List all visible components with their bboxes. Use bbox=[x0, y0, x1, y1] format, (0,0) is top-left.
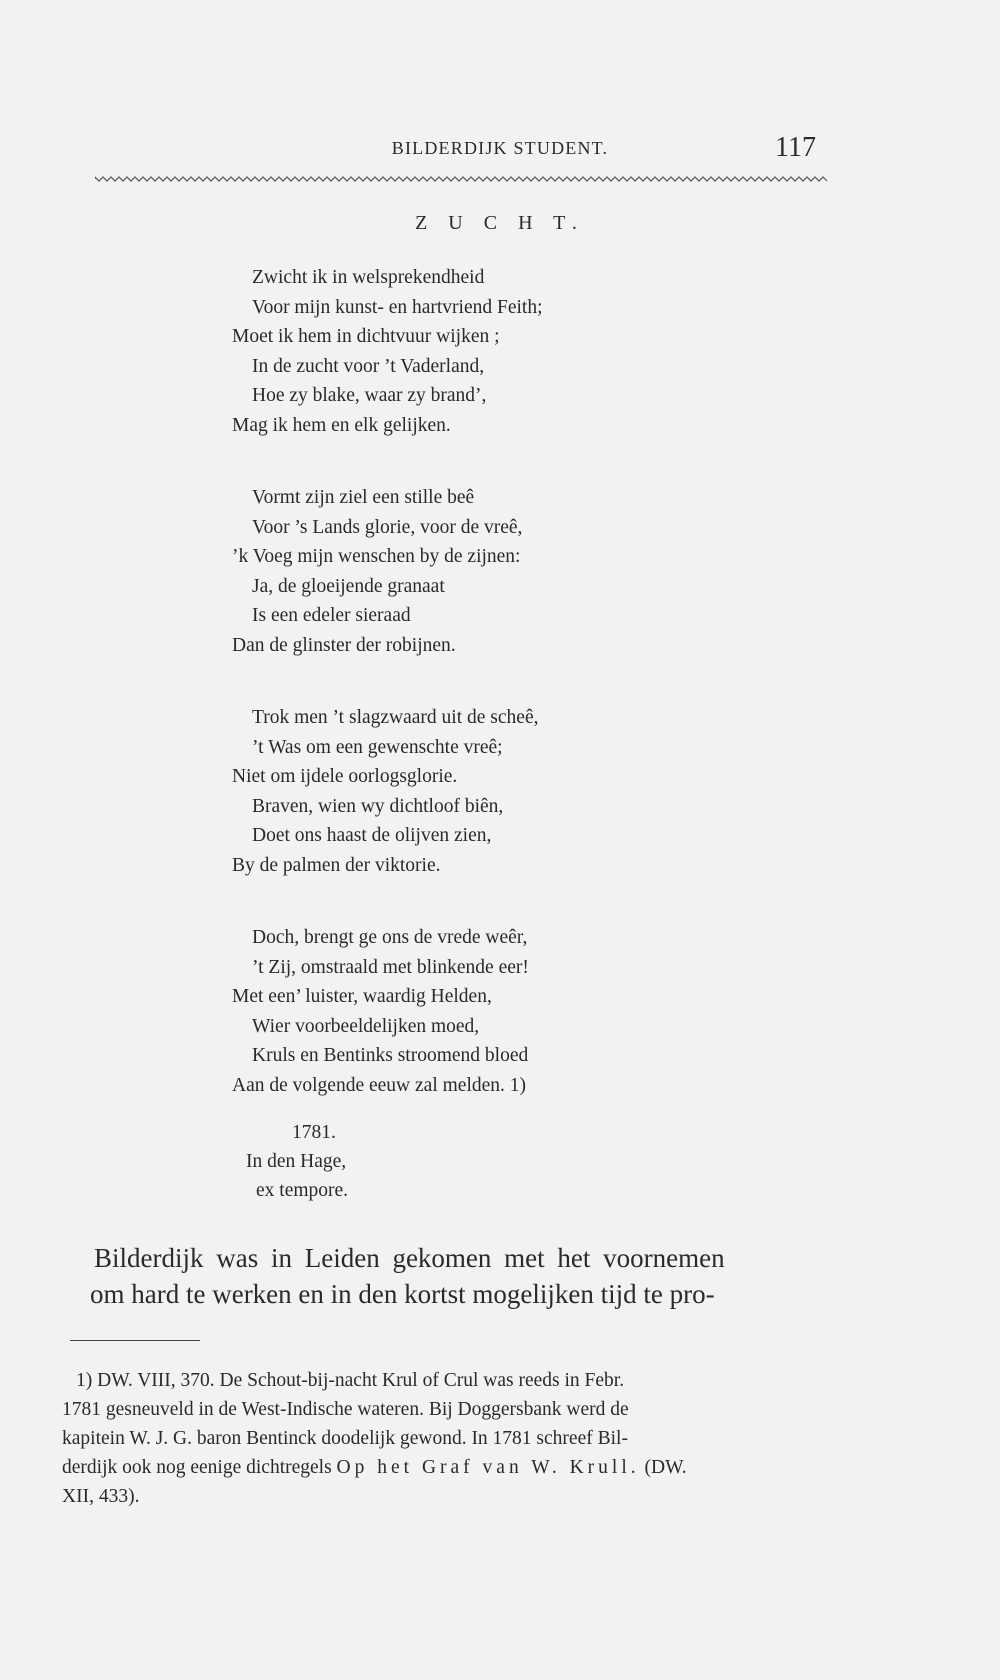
wavy-rule-ornament bbox=[95, 172, 830, 186]
poem-line: Kruls en Bentinks stroomend bloed bbox=[252, 1045, 529, 1066]
poem-line: Voor mijn kunst- en hartvriend Feith; bbox=[252, 296, 543, 318]
poem-line: Moet ik hem in dichtvuur wijken ; bbox=[232, 326, 500, 347]
footnote-text: derdijk ook nog eenige dichtregels bbox=[62, 1457, 332, 1478]
poem-date: 1781. bbox=[292, 1122, 336, 1143]
body-paragraph bbox=[90, 1240, 835, 1312]
footnote-line: kapitein W. J. G. baron Bentinck doodelijk gewond. In 1781 schreef Bil- bbox=[62, 1428, 628, 1449]
poem-title: Z U C H T. bbox=[415, 212, 585, 234]
footnote-divider bbox=[70, 1340, 200, 1341]
running-title: BILDERDIJK STUDENT. bbox=[391, 138, 609, 158]
poem-line: By de palmen der viktorie. bbox=[232, 854, 441, 876]
footnote-line: XII, 433). bbox=[62, 1486, 140, 1507]
footnote-line: 1) DW. VIII, 370. De Schout-bij-nacht Krul of Crul was reeds in Febr. bbox=[76, 1370, 625, 1391]
poem-line: ’t Was om een gewenschte vreê; bbox=[252, 736, 503, 758]
page-number: 117 bbox=[775, 132, 816, 163]
poem-line: In de zucht voor ’t Vaderland, bbox=[252, 355, 485, 377]
poem-note: ex tempore. bbox=[256, 1180, 349, 1201]
poem-line: Niet om ijdele oorlogsglorie. bbox=[232, 766, 458, 787]
footnote-line bbox=[62, 1453, 834, 1482]
poem-line: ’k Voeg mijn wenschen by de zijnen: bbox=[232, 546, 521, 567]
footnote-text: (DW. bbox=[644, 1457, 687, 1478]
poem-line: Mag ik hem en elk gelijken. bbox=[232, 414, 451, 436]
footnote bbox=[62, 1366, 834, 1511]
poem-line: Dan de glinster der robijnen. bbox=[232, 634, 456, 656]
poem-line: Doch, brengt ge ons de vrede weêr, bbox=[252, 927, 528, 948]
footnote-title-spaced: Op het Graf van W. Krull. bbox=[336, 1457, 640, 1478]
poem-line: Voor ’s Lands glorie, voor de vreê, bbox=[252, 516, 523, 538]
poem-line: Trok men ’t slagzwaard uit de scheê, bbox=[252, 707, 539, 728]
poem-line: Met een’ luister, waardig Helden, bbox=[232, 986, 492, 1007]
poem-place: In den Hage, bbox=[246, 1151, 347, 1172]
poem-line: Ja, de gloeijende granaat bbox=[252, 575, 445, 597]
body-line: Bilderdijk was in Leiden gekomen met het voornemen bbox=[94, 1243, 725, 1273]
footnote-line: 1781 gesneuveld in de West-Indische wateren. Bij Doggersbank werd de bbox=[62, 1399, 629, 1420]
poem-line: Braven, wien wy dichtloof biên, bbox=[252, 795, 504, 817]
poem-line: Doet ons haast de olijven zien, bbox=[252, 825, 492, 846]
poem-line: Wier voorbeeldelijken moed, bbox=[252, 1015, 480, 1037]
body-line: om hard te werken en in den kortst mogelijken tijd te pro- bbox=[90, 1279, 715, 1309]
poem-line: Is een edeler sieraad bbox=[252, 605, 411, 626]
poem-line: Aan de volgende eeuw zal melden. 1) bbox=[232, 1074, 527, 1096]
running-head bbox=[0, 132, 1000, 168]
poem-line: Zwicht ik in welsprekendheid bbox=[252, 267, 485, 288]
poem-line: Vormt zijn ziel een stille beê bbox=[252, 487, 475, 508]
poem-line: Hoe zy blake, waar zy brand’, bbox=[252, 385, 487, 406]
poem-line: ’t Zij, omstraald met blinkende eer! bbox=[252, 956, 529, 978]
